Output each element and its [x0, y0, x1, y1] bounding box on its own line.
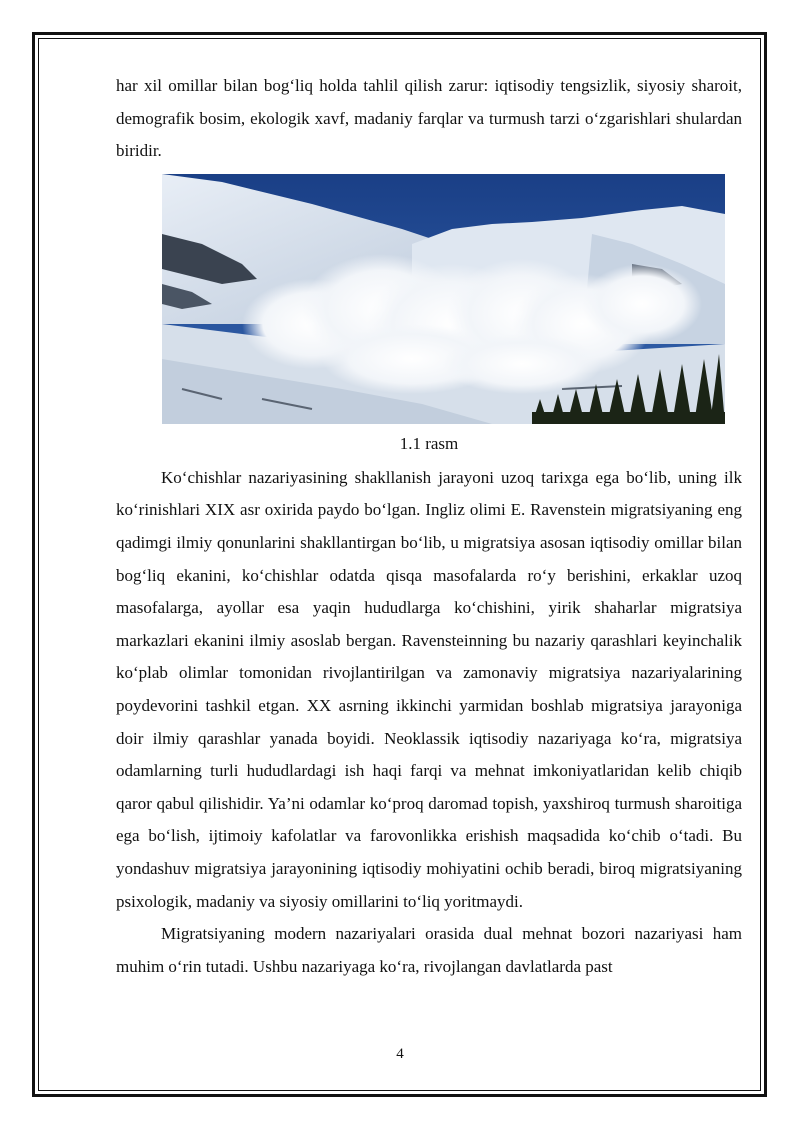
avalanche-figure: [162, 174, 725, 424]
figure-caption: 1.1 rasm: [399, 433, 459, 453]
paragraph-2: Migratsiyaning modern nazariyalari orasida dual mehnat bozori nazariyasi ham muhim o‘rin tutadi. Ushbu nazariyaga ko‘ra, rivojlangan davlatlarda past: [116, 924, 742, 976]
page-number: 4: [396, 1046, 404, 1062]
intro-paragraph: har xil omillar bilan bog‘liq holda tahlil qilish zarur: iqtisodiy tengsizlik, siyosiy sharoit, demografik bosim, ekologik xavf, madaniy farqlar va turmush tarzi o‘zgarishlari shulardan biridir.: [116, 76, 742, 161]
document-body: [116, 70, 742, 983]
paragraph-1: Ko‘chishlar nazariyasining shakllanish jarayoni uzoq tarixga ega bo‘lib, uning ilk ko‘rinishlari XIX asr oxirida paydo bo‘lgan. Ingliz olimi E. Ravenstein migratsiyaning eng qadimgi ilmiy qonunlarini shakllantirgan bo‘lib, u migratsiya asosan iqtisodiy omillar bilan bog‘liq ekanini, ko‘chishlar odatda qisqa masofalarda ro‘y berishini, erkaklar uzoq masofalarga, ayollar esa yaqin hududlarga ko‘chishini, yirik shaharlar migratsiya markazlari ekanini ilmiy asoslab bergan. Ravensteinning bu nazariy qarashlari keyinchalik ko‘plab olimlar tomonidan rivojlantirilgan va zamonaviy migratsiya nazariyalarining poydevorini tashkil etgan. XX asrning ikkinchi yarmidan boshlab migratsiya jarayoniga doir ilmiy qarashlar yanada boyidi. Neoklassik iqtisodiy nazariyaga ko‘ra, migratsiya odamlarning turli hududlardagi ish haqi farqi va mehnat imkoniyatlaridan kelib chiqib qaror qabul qilishidir. Ya’ni odamlar ko‘proq daromad topish, yaxshiroq turmush sharoitiga ega bo‘lish, ijtimoiy kafolatlar va farovonlikka erishish maqsadida ko‘chib o‘tadi. Bu yondashuv migratsiya jarayonining iqtisodiy mohiyatini ochib beradi, biroq migratsiyaning psixologik, madaniy va siyosiy omillarini to‘liq yoritmaydi.: [116, 467, 742, 911]
